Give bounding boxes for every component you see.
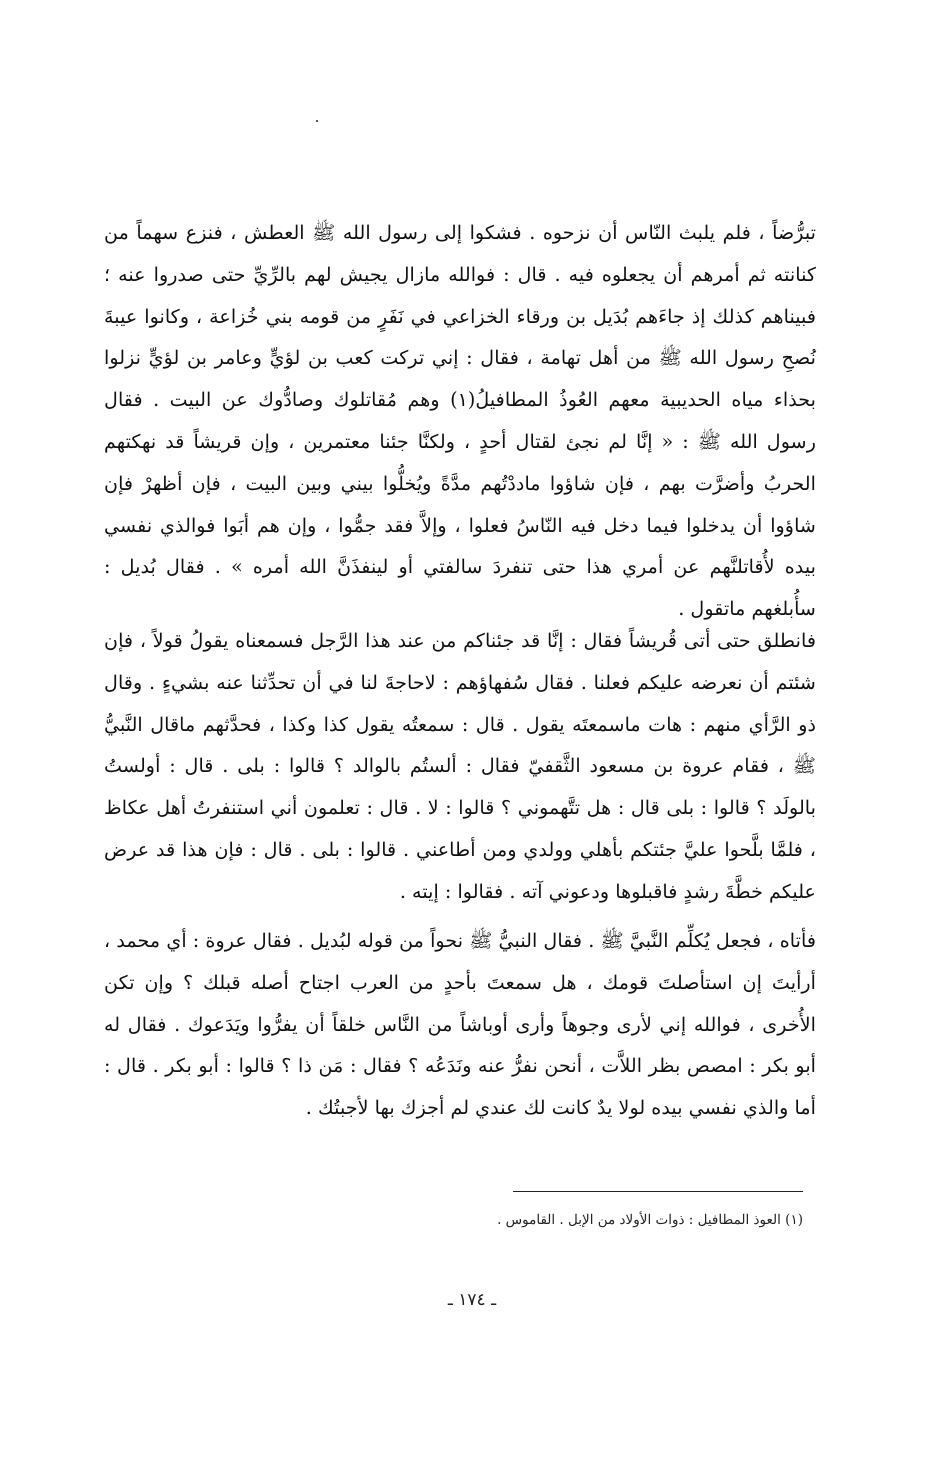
body-paragraph-2 xyxy=(104,620,816,913)
paragraph-text: فانطلق حتى أتى قُريشاً فقال : إنَّا قد جئناكم من عند هذا الرَّجل فسمعناه يقولُ قولاً ، فإن شئتم أن نعرضه عليكم فعلنا . فقال سُفهاؤهم : لاحاجةَ لنا في أن تحدِّثنا عنه بشيءٍ . وقال ذو الرَّأي منهم : هات ماسمعتَه يقول . قال : سمعتُه يقول كذا وكذا ، فحدَّثهم ماقال النَّبيُّ ﷺ ، فقام عروة بن مسعود الثَّقفيّ فقال : ألستُم بالوالد ؟ قالوا : بلى . قال : أولستُ بالولَد ؟ قالوا : بلى قال : هل تتَّهموني ؟ قالوا : لا . قال : تعلمون أني استنفرتُ أهل عكاظ ، فلمَّا بلَّحوا عليَّ جئتكم بأهلي وولدي ومن أطاعني . قالوا : بلى . قال : فإن هذا قد عرض عليكم خطَّةَ رشدٍ فاقبلوها ودعوني آته . فقالوا : إيته . xyxy=(104,629,816,903)
body-paragraph-1 xyxy=(104,212,816,630)
body-paragraph-3 xyxy=(104,920,816,1129)
footnote: (١) العوذ المطافيل : ذوات الأولاد من الإبل . القاموس . xyxy=(497,1212,803,1228)
footnote-divider xyxy=(513,1191,803,1192)
page-number: ـ ١٧٤ ـ xyxy=(447,1290,497,1310)
page-speck xyxy=(316,120,318,122)
paragraph-text: تبرُّضاً ، فلم يلبث النّاس أن نزحوه . فشكوا إلى رسول الله ﷺ العطش ، فنزع سهماً من كنانته ثم أمرهم أن يجعلوه فيه . قال : فوالله مازال يجيش لهم بالرِّيِّ حتى صدروا عنه ؛ فبيناهم كذلك إذ جاءَهم بُدَيل بن ورقاء الخزاعي في نَفَرٍ من قومه بني خُزاعة ، وكانوا عيبةَ نُصحِ رسول الله ﷺ من أهل تهامة ، فقال : إني تركت كعب بن لؤيٍّ وعامر بن لؤيٍّ نزلوا بحذاء مياه الحديبية معهم العُوذُ المطافيلُ(١) وهم مُقاتلوك وصادُّوك عن البيت . فقال رسول الله ﷺ : « إنَّا لم نجئ لقتال أحدٍ ، ولكنَّا جئنا معتمرين ، وإن قريشاً قد نهكتهم الحربُ وأضرَّت بهم ، فإن شاؤوا ماددْتُهم مدَّةً ويُخلُّوا بيني وبين البيت ، فإن أظهرْ فإن شاؤوا أن يدخلوا فيما دخل فيه النّاسُ فعلوا ، وإلاَّ فقد جمُّوا ، وإن هم أبَوا فوالذي نفسي بيده لأُقاتلنَّهم عن أمري هذا حتى تنفردَ سالفتي أو لينفذَنَّ الله أمره » . فقال بُديل : سأُبلغهم ماتقول . xyxy=(104,221,817,621)
paragraph-text: فأتاه ، فجعل يُكلِّم النَّبيَّ ﷺ . فقال النبيُّ ﷺ نحواً من قوله لبُديل . فقال عروة : أي محمد ، أرأيتَ إن استأصلتَ قومك ، هل سمعتَ بأحدٍ من العرب اجتاح أصله قبلك ؟ وإن تكن الأُخرى ، فوالله إني لأرى وجوهاً وأرى أوباشاً من النَّاس خلقاً أن يفرُّوا ويَدَعوك . فقال له أبو بكر : امصص بظر اللاَّت ، أنحن نفرُّ عنه ونَدَعُه ؟ فقال : مَن ذا ؟ قالوا : أبو بكر . قال : أما والذي نفسي بيده لولا يدٌ كانت لك عندي لم أجزك بها لأجبتُك . xyxy=(104,929,816,1120)
